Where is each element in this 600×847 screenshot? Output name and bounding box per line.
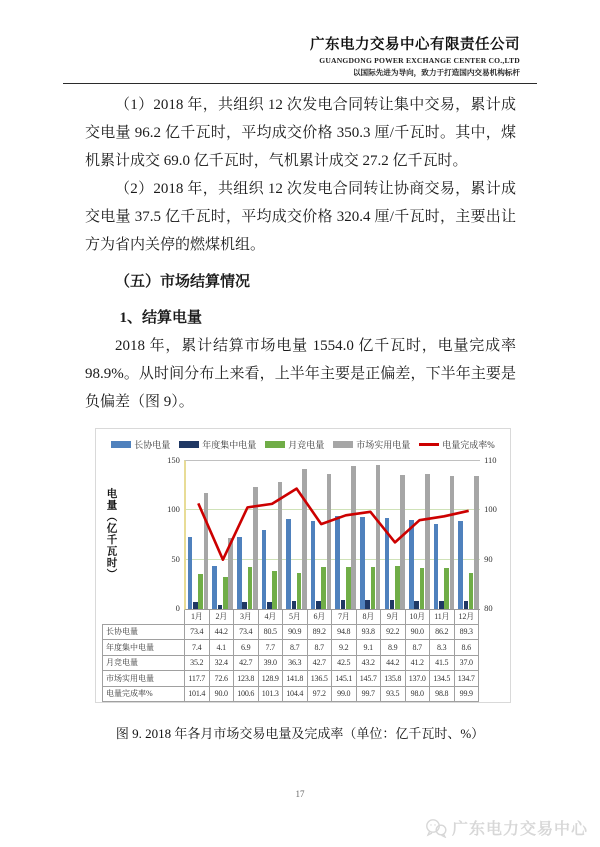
month-header-cell: 8月 (356, 609, 381, 625)
value-cell: 32.4 (209, 655, 234, 671)
company-name-en: GUANGDONG POWER EXCHANGE CENTER CO.,LTD (319, 56, 520, 66)
value-cell: 98.0 (405, 686, 430, 702)
legend-label: 电量完成率% (442, 440, 495, 451)
value-cell: 35.2 (185, 655, 210, 671)
paragraph-2: （2）2018 年，共组织 12 次发电合同转让协商交易，累计成交电量 37.5 亿千瓦时，平均成交价格 320.4 厘/千瓦时，主要出让方为省内关停的燃煤机组。 (85, 181, 516, 254)
value-cell: 90.9 (283, 624, 308, 640)
value-cell: 43.2 (356, 655, 381, 671)
value-cell: 100.6 (234, 686, 259, 702)
value-cell: 86.2 (430, 624, 455, 640)
month-header-cell: 10月 (405, 609, 430, 625)
value-cell: 94.8 (332, 624, 357, 640)
value-cell: 6.9 (234, 640, 259, 656)
plot-area (184, 460, 480, 610)
legend-item (179, 438, 256, 451)
value-cell: 8.9 (381, 640, 406, 656)
month-header-cell: 11月 (430, 609, 455, 625)
legend-item (265, 438, 324, 451)
table-row (103, 655, 479, 671)
legend-label: 年度集中电量 (202, 440, 257, 451)
figure-caption: 图 9. 2018 年各月市场交易电量及完成率（单位：亿千瓦时、%） (115, 726, 485, 742)
company-tagline: 以国际先进为导向，致力于打造国内交易机构标杆 (352, 68, 520, 78)
chart-data-table (102, 608, 479, 702)
legend-swatch (179, 441, 199, 448)
chart-legend (102, 438, 504, 451)
header-divider (63, 83, 537, 84)
month-header-cell: 4月 (258, 609, 283, 625)
body-text (85, 91, 516, 416)
month-header-cell: 6月 (307, 609, 332, 625)
value-cell: 72.6 (209, 671, 234, 687)
row-label-cell: 长协电量 (103, 624, 185, 640)
month-header-cell: 1月 (185, 609, 210, 625)
month-header-cell: 12月 (454, 609, 479, 625)
y-tick-left: 150 (167, 455, 180, 466)
value-cell: 7.7 (258, 640, 283, 656)
value-cell: 42.7 (234, 655, 259, 671)
value-cell: 145.1 (332, 671, 357, 687)
value-cell: 98.8 (430, 686, 455, 702)
y-tick-right: 110 (484, 455, 497, 466)
month-header-cell: 9月 (381, 609, 406, 625)
value-cell: 9.2 (332, 640, 357, 656)
legend-label: 市场实用电量 (356, 440, 411, 451)
legend-label: 月竞电量 (288, 440, 325, 451)
value-cell: 42.5 (332, 655, 357, 671)
row-label-cell: 月竞电量 (103, 655, 185, 671)
value-cell: 117.7 (185, 671, 210, 687)
legend-swatch (111, 441, 131, 448)
value-cell: 101.4 (185, 686, 210, 702)
value-cell: 36.3 (283, 655, 308, 671)
table-row (103, 671, 479, 687)
value-cell: 135.8 (381, 671, 406, 687)
value-cell: 73.4 (234, 624, 259, 640)
watermark-text: 广东电力交易中心 (451, 821, 588, 838)
legend-item (111, 438, 170, 451)
completion-rate-line (186, 461, 481, 609)
chat-bubbles-icon (424, 818, 448, 838)
legend-label: 长协电量 (134, 440, 171, 451)
value-cell: 8.7 (283, 640, 308, 656)
y-tick-right: 80 (484, 603, 493, 614)
value-cell: 9.1 (356, 640, 381, 656)
value-cell: 141.8 (283, 671, 308, 687)
month-header-cell: 2月 (209, 609, 234, 625)
paragraph-3: 2018 年，累计结算市场电量 1554.0 亿千瓦时，电量完成率 98.9%。从时间分布上来看，上半年主要是正偏差，下半年主要是负偏差（图 9）。 (85, 338, 516, 411)
value-cell: 8.6 (454, 640, 479, 656)
y-tick-right: 90 (484, 553, 493, 564)
y-tick-right: 100 (484, 504, 497, 515)
table-row (103, 609, 479, 625)
value-cell: 145.7 (356, 671, 381, 687)
company-name-cn: 广东电力交易中心有限责任公司 (310, 37, 520, 53)
value-cell: 97.2 (307, 686, 332, 702)
table-row (103, 640, 479, 656)
value-cell: 44.2 (381, 655, 406, 671)
value-cell: 80.5 (258, 624, 283, 640)
legend-item (419, 438, 495, 451)
value-cell: 73.4 (185, 624, 210, 640)
chart-area (102, 455, 504, 614)
value-cell: 104.4 (283, 686, 308, 702)
table-row (103, 686, 479, 702)
value-cell: 128.9 (258, 671, 283, 687)
value-cell: 42.7 (307, 655, 332, 671)
value-cell: 99.7 (356, 686, 381, 702)
value-cell: 123.8 (234, 671, 259, 687)
y-axis-left-ticks (120, 455, 184, 614)
value-cell: 7.4 (185, 640, 210, 656)
page-header (0, 0, 600, 78)
y-axis-right-ticks (480, 455, 504, 614)
value-cell: 90.0 (405, 624, 430, 640)
row-label-cell: 电量完成率% (103, 686, 185, 702)
value-cell: 136.5 (307, 671, 332, 687)
value-cell: 92.2 (381, 624, 406, 640)
legend-swatch (419, 443, 439, 446)
value-cell: 99.0 (332, 686, 357, 702)
row-label-cell: 市场实用电量 (103, 671, 185, 687)
value-cell: 89.3 (454, 624, 479, 640)
value-cell: 90.0 (209, 686, 234, 702)
value-cell: 134.7 (454, 671, 479, 687)
sub-heading: 1、结算电量 (119, 310, 203, 327)
value-cell: 8.3 (430, 640, 455, 656)
value-cell: 41.2 (405, 655, 430, 671)
y-tick-left: 50 (171, 553, 180, 564)
figure-chart (95, 428, 511, 703)
y-tick-left: 100 (167, 504, 180, 515)
value-cell: 99.9 (454, 686, 479, 702)
row-label-cell: 年度集中电量 (103, 640, 185, 656)
paragraph-1: （1）2018 年，共组织 12 次发电合同转让集中交易，累计成交电量 96.2 亿千瓦时，平均成交价格 350.3 厘/千瓦时。其中，煤机累计成交 69.0 亿千瓦时，气机累计成交 27.2 亿千瓦时。 (85, 97, 516, 170)
value-cell: 134.5 (430, 671, 455, 687)
section-heading: （五）市场结算情况 (115, 274, 251, 291)
value-cell: 44.2 (209, 624, 234, 640)
value-cell: 39.0 (258, 655, 283, 671)
value-cell: 89.2 (307, 624, 332, 640)
value-cell: 37.0 (454, 655, 479, 671)
value-cell: 101.3 (258, 686, 283, 702)
value-cell: 41.5 (430, 655, 455, 671)
table-corner-cell (103, 609, 185, 625)
value-cell: 93.5 (381, 686, 406, 702)
value-cell: 137.0 (405, 671, 430, 687)
legend-item (333, 438, 410, 451)
watermark (424, 816, 588, 839)
table-row (103, 624, 479, 640)
legend-swatch (333, 441, 353, 448)
month-header-cell: 5月 (283, 609, 308, 625)
legend-swatch (265, 441, 285, 448)
y-axis-title: 电量（亿千瓦时） (105, 488, 117, 581)
value-cell: 4.1 (209, 640, 234, 656)
value-cell: 8.7 (307, 640, 332, 656)
value-cell: 8.7 (405, 640, 430, 656)
month-header-cell: 3月 (234, 609, 259, 625)
page-number: 17 (295, 789, 305, 799)
value-cell: 93.8 (356, 624, 381, 640)
month-header-cell: 7月 (332, 609, 357, 625)
y-tick-left: 0 (175, 603, 180, 614)
